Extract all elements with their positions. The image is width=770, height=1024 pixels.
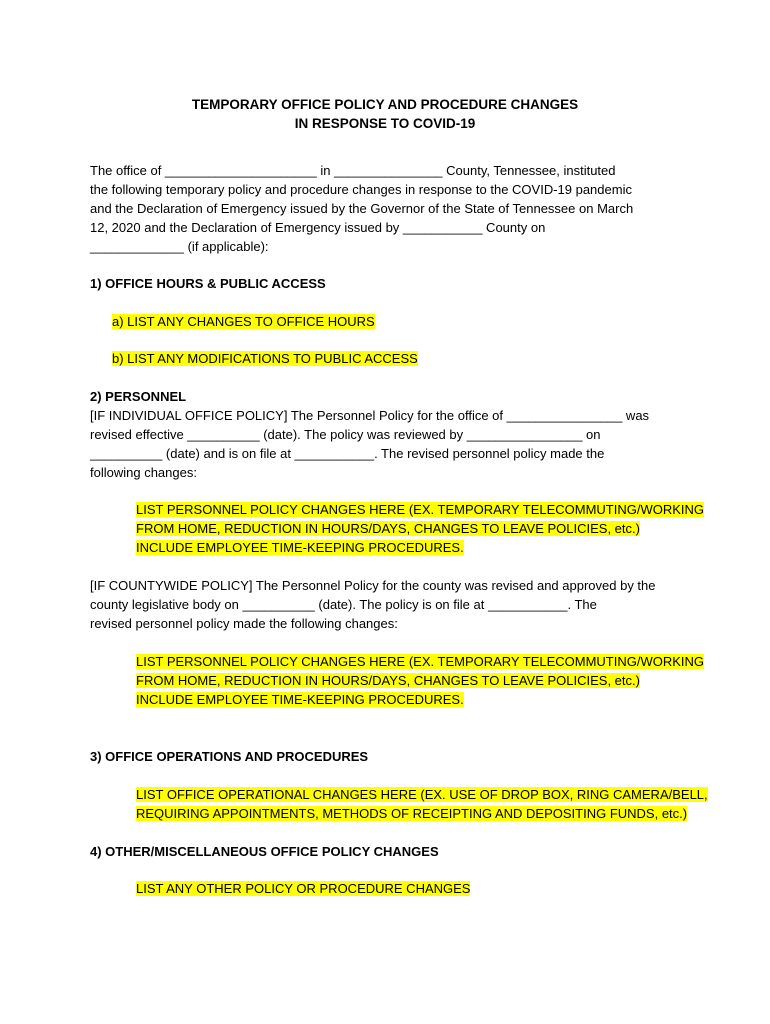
highlighted-text: a) LIST ANY CHANGES TO OFFICE HOURS — [112, 314, 375, 329]
title-line-1: TEMPORARY OFFICE POLICY AND PROCEDURE CHANGES — [191, 97, 579, 112]
intro-line: 12, 2020 and the Declaration of Emergency issued by ___________ County on — [90, 220, 546, 235]
highlighted-text: LIST PERSONNEL POLICY CHANGES HERE (EX. TEMPORARY TELECOMMUTING/WORKING — [136, 654, 705, 669]
personnel-changes-block-1 — [136, 500, 704, 558]
highlighted-text: FROM HOME, REDUCTION IN HOURS/DAYS, CHANGES TO LEAVE POLICIES, etc.) — [136, 521, 640, 537]
document-title — [0, 95, 770, 133]
highlighted-text: LIST OFFICE OPERATIONAL CHANGES HERE (EX. USE OF DROP BOX, RING CAMERA/BELL, — [136, 787, 708, 802]
intro-line: the following temporary policy and procedure changes in response to the COVID-19 pandemic — [90, 182, 632, 197]
highlighted-text: INCLUDE EMPLOYEE TIME-KEEPING PROCEDURES. — [136, 692, 464, 708]
paragraph-line: revised effective __________ (date). The policy was reviewed by ________________ on — [90, 427, 601, 442]
highlighted-text: LIST ANY OTHER POLICY OR PROCEDURE CHANGES — [136, 881, 471, 896]
paragraph-line: __________ (date) and is on file at ___________. The revised personnel policy made the — [90, 446, 605, 461]
section-3-heading: 3) OFFICE OPERATIONS AND PROCEDURES — [90, 749, 369, 764]
highlighted-text: b) LIST ANY MODIFICATIONS TO PUBLIC ACCESS — [112, 351, 418, 366]
section-1-item-b — [112, 349, 418, 368]
operations-changes-block — [136, 785, 708, 823]
paragraph-line: county legislative body on __________ (date). The policy is on file at ___________. The — [90, 597, 597, 612]
intro-line: and the Declaration of Emergency issued by the Governor of the State of Tennessee on March — [90, 201, 634, 216]
section-1-heading: 1) OFFICE HOURS & PUBLIC ACCESS — [90, 276, 326, 291]
section-4-heading: 4) OTHER/MISCELLANEOUS OFFICE POLICY CHANGES — [90, 844, 439, 859]
paragraph-line: [IF COUNTYWIDE POLICY] The Personnel Policy for the county was revised and approved by the — [90, 578, 656, 593]
paragraph-line: following changes: — [90, 465, 197, 480]
personnel-changes-block-2 — [136, 652, 704, 710]
paragraph-line: [IF INDIVIDUAL OFFICE POLICY] The Personnel Policy for the office of ________________ was — [90, 408, 650, 423]
intro-paragraph — [90, 161, 680, 256]
other-changes-block — [136, 879, 470, 898]
highlighted-text: REQUIRING APPOINTMENTS, METHODS OF RECEIPTING AND DEPOSITING FUNDS, etc.) — [136, 806, 688, 822]
intro-line: The office of _____________________ in _______________ County, Tennessee, instituted — [90, 163, 616, 178]
section-1-item-a — [112, 312, 375, 331]
individual-policy-paragraph — [90, 406, 680, 482]
highlighted-text: FROM HOME, REDUCTION IN HOURS/DAYS, CHANGES TO LEAVE POLICIES, etc.) — [136, 673, 640, 689]
intro-line: _____________ (if applicable): — [90, 239, 269, 254]
paragraph-line: revised personnel policy made the following changes: — [90, 616, 398, 631]
highlighted-text: INCLUDE EMPLOYEE TIME-KEEPING PROCEDURES. — [136, 540, 464, 556]
countywide-policy-paragraph — [90, 576, 680, 633]
section-2-heading: 2) PERSONNEL — [90, 389, 187, 404]
highlighted-text: LIST PERSONNEL POLICY CHANGES HERE (EX. TEMPORARY TELECOMMUTING/WORKING — [136, 502, 705, 517]
title-line-2: IN RESPONSE TO COVID-19 — [294, 116, 476, 131]
